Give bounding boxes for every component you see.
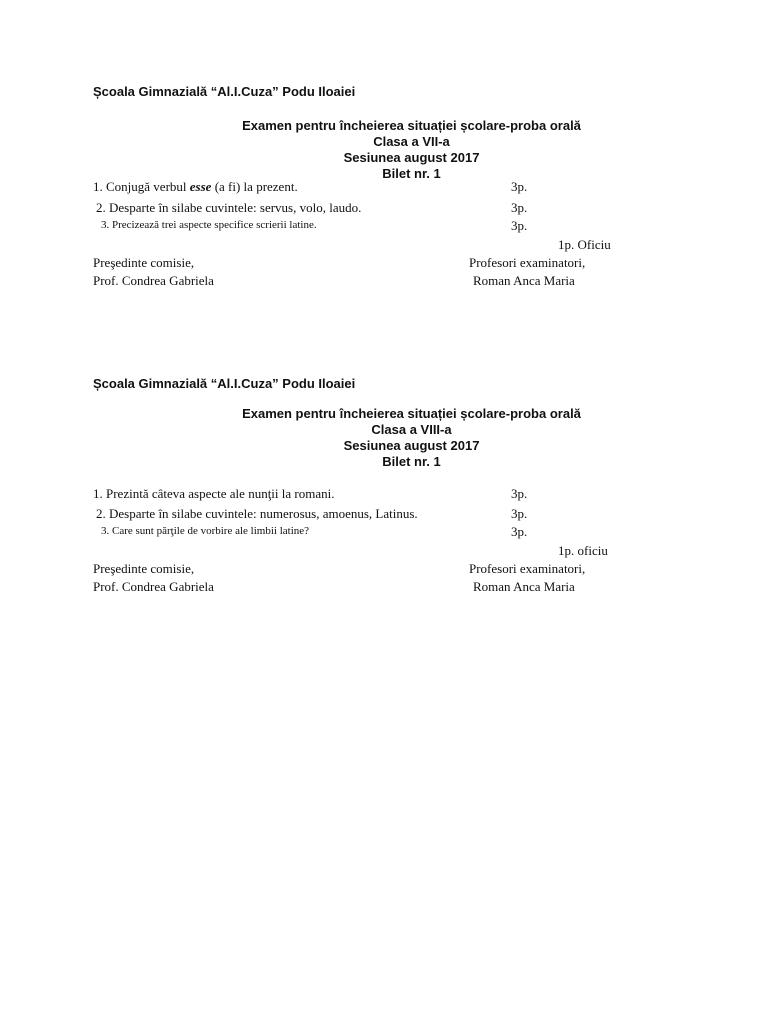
question-3: 3. Precizează trei aspecte specifice scrierii latine. — [101, 219, 317, 231]
president-label: Preşedinte comisie, — [93, 561, 195, 576]
oficiu-points: 1p. oficiu — [558, 543, 608, 558]
ticket-number: Bilet nr. 1 — [382, 166, 441, 181]
examiners-name: Roman Anca Maria — [473, 273, 575, 288]
examiners-name: Roman Anca Maria — [473, 579, 575, 594]
question-3-points: 3p. — [511, 218, 528, 233]
class-label: Clasa a VII-a — [373, 134, 450, 149]
question-2: 2. Desparte în silabe cuvintele: numerosus, amoenus, Latinus. — [96, 506, 418, 521]
question-1-text-pre: 1. Conjugă verbul — [93, 179, 190, 194]
question-3-points: 3p. — [511, 524, 528, 539]
session-label: Sesiunea august 2017 — [343, 150, 480, 165]
question-1-emphasis: esse — [189, 179, 212, 194]
ticket-header — [0, 406, 768, 470]
question-2: 2. Desparte în silabe cuvintele: servus, volo, laudo. — [96, 200, 362, 215]
school-name: Școala Gimnazială “Al.I.Cuza” Podu Iloaiei — [93, 376, 356, 391]
class-label: Clasa a VIII-a — [371, 422, 452, 437]
ticket-header — [0, 118, 768, 182]
question-1-points: 3p. — [511, 486, 528, 501]
exam-title: Examen pentru încheierea situației școlare-proba orală — [242, 406, 581, 421]
examiners-label: Profesori examinatori, — [469, 255, 586, 270]
examiners-label: Profesori examinatori, — [469, 561, 586, 576]
question-1-points: 3p. — [511, 179, 528, 194]
question-1: 1. Prezintă câteva aspecte ale nunţii la romani. — [93, 486, 335, 501]
session-label: Sesiunea august 2017 — [343, 438, 480, 453]
school-name: Școala Gimnazială “Al.I.Cuza” Podu Iloaiei — [93, 84, 356, 99]
president-label: Preşedinte comisie, — [93, 255, 195, 270]
question-2-points: 3p. — [511, 506, 528, 521]
exam-title: Examen pentru încheierea situației școlare-proba orală — [242, 118, 581, 133]
ticket-number: Bilet nr. 1 — [382, 454, 441, 469]
president-name: Prof. Condrea Gabriela — [93, 579, 214, 594]
question-2-points: 3p. — [511, 200, 528, 215]
question-1-text-post: (a fi) la prezent. — [211, 179, 298, 194]
oficiu-points: 1p. Oficiu — [558, 237, 611, 252]
question-1 — [93, 179, 298, 195]
question-3: 3. Care sunt părţile de vorbire ale limbii latine? — [101, 525, 310, 537]
president-name: Prof. Condrea Gabriela — [93, 273, 214, 288]
